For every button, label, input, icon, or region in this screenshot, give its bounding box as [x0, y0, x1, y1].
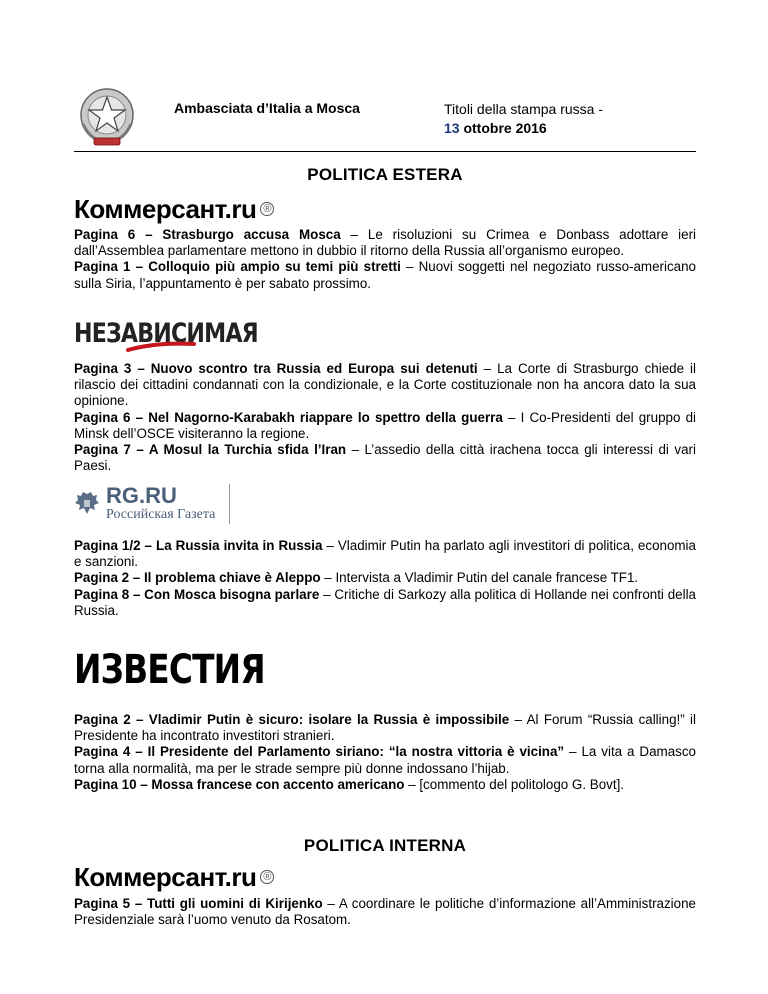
article-headline: Pagina 8 – Con Mosca bisogna parlare [74, 586, 320, 602]
article-headline: Pagina 6 – Nel Nagorno-Karabakh riappare lo spettro della guerra [74, 409, 503, 425]
rg-logo-text [106, 485, 215, 523]
document-header [74, 84, 696, 150]
article-summary: – L’assedio della città irachena tocca gli interessi di vari Paesi. [74, 442, 696, 474]
article-summary: – Intervista a Vladimir Putin del canale francese TF1. [320, 570, 639, 586]
rg-main-text: RG.RU [106, 483, 177, 508]
kommersant-logo-text: Коммерсант.ru [74, 194, 257, 224]
rg-divider [229, 484, 230, 524]
article-headline: Pagina 3 – Nuovo scontro tra Russia ed Europa sui detenuti [74, 361, 478, 376]
rg-logo [74, 484, 230, 524]
article-headline: Pagina 2 – Vladimir Putin è sicuro: isolare la Russia è impossibile [74, 712, 510, 727]
date-day: 13 [444, 120, 460, 136]
article-item [74, 777, 696, 793]
kommersant-logo-text: Коммерсант.ru [74, 862, 257, 892]
article-headline: Pagina 6 – Strasburgo accusa Mosca [74, 227, 341, 242]
press-date [444, 119, 603, 138]
nezavisimaya-logo-text: НЕЗАВИСИМАЯ [74, 318, 258, 349]
article-headline: Pagina 10 – Mossa francese con accento americano [74, 776, 405, 792]
article-summary: – Nuovi soggetti nel negoziato russo-americano sulla Siria, l’appuntamento è per sabato prossimo. [74, 259, 696, 291]
article-item [74, 410, 696, 442]
izv-foreign-articles [74, 712, 696, 793]
article-summary: – Le risoluzioni su Crimea e Donbass adottare ieri dall’Assemblea parlamentare mettono in dubbio il ritorno della Russia all’organismo europeo. [74, 227, 697, 259]
header-divider [74, 151, 696, 152]
article-summary: – La Corte di Strasburgo chiede il rilascio dei cittadini condannati con la condizionale, e la Corte costituzionale non ha ancora dato la sua opinione. [74, 361, 696, 409]
italian-emblem-icon [74, 84, 140, 150]
embassy-name: Ambasciata d’Italia a Mosca [174, 100, 360, 116]
double-headed-eagle-icon [74, 490, 100, 518]
article-item [74, 570, 696, 586]
article-item [74, 896, 696, 928]
kommersant-domestic-articles [74, 896, 696, 928]
article-item [74, 538, 696, 570]
article-item [74, 259, 696, 291]
section-title-foreign: POLITICA ESTERA [307, 165, 463, 184]
article-item [74, 442, 696, 474]
article-summary: – A coordinare le politiche d’informazione all’Amministrazione Presidenziale sarà l’uomo venuto da Rosatom. [74, 896, 696, 928]
article-item [74, 587, 696, 619]
registered-mark: ® [260, 202, 274, 216]
press-review-title [444, 100, 603, 138]
article-headline: Pagina 4 – Il Presidente del Parlamento siriano: “la nostra vittoria è vicina” [74, 744, 565, 760]
article-headline: Pagina 1 – Colloquio più ampio su temi più stretti [74, 259, 401, 275]
article-item [74, 712, 696, 744]
kommersant-logo [74, 194, 274, 224]
ng-foreign-articles [74, 361, 696, 474]
article-summary: – La vita a Damasco torna alla normalità, ma per le strade sempre più donne indossano l’hijab. [74, 744, 696, 776]
article-item [74, 361, 696, 410]
article-summary: – Al Forum “Russia calling!” il Presidente ha incontrato investitori stranieri. [74, 712, 696, 744]
section-title-domestic: POLITICA INTERNA [303, 836, 467, 855]
date-month-year: ottobre 2016 [459, 120, 547, 136]
article-summary: – Critiche di Sarkozy alla politica di Hollande nei confronti della Russia. [74, 586, 696, 618]
izvestia-logo: ИЗВЕСТИЯ [74, 647, 265, 693]
kommersant-foreign-articles [74, 227, 696, 292]
article-headline: Pagina 5 – Tutti gli uomini di Kirijenko [74, 896, 323, 911]
article-item [74, 227, 696, 259]
article-summary: – [commento del politologo G. Bovt]. [404, 776, 625, 792]
kommersant-logo [74, 862, 274, 892]
nezavisimaya-logo [74, 318, 274, 358]
article-item [74, 744, 696, 776]
red-swoosh-icon [126, 340, 196, 354]
registered-mark: ® [260, 870, 274, 884]
article-summary: – I Co-Presidenti del gruppo di Minsk dell’OSCE visiteranno la regione. [74, 409, 696, 441]
rg-sub-text: Российская Газета [106, 507, 216, 522]
rg-foreign-articles [74, 538, 696, 619]
article-headline: Pagina 1/2 – La Russia invita in Russia [74, 538, 323, 553]
article-headline: Pagina 7 – A Mosul la Turchia sfida l’Iran [74, 442, 347, 458]
article-headline: Pagina 2 – Il problema chiave è Aleppo [74, 570, 321, 586]
article-summary: – Vladimir Putin ha parlato agli investitori di politica, economia e sanzioni. [74, 538, 696, 570]
titles-label: Titoli della stampa russa - [444, 101, 603, 117]
